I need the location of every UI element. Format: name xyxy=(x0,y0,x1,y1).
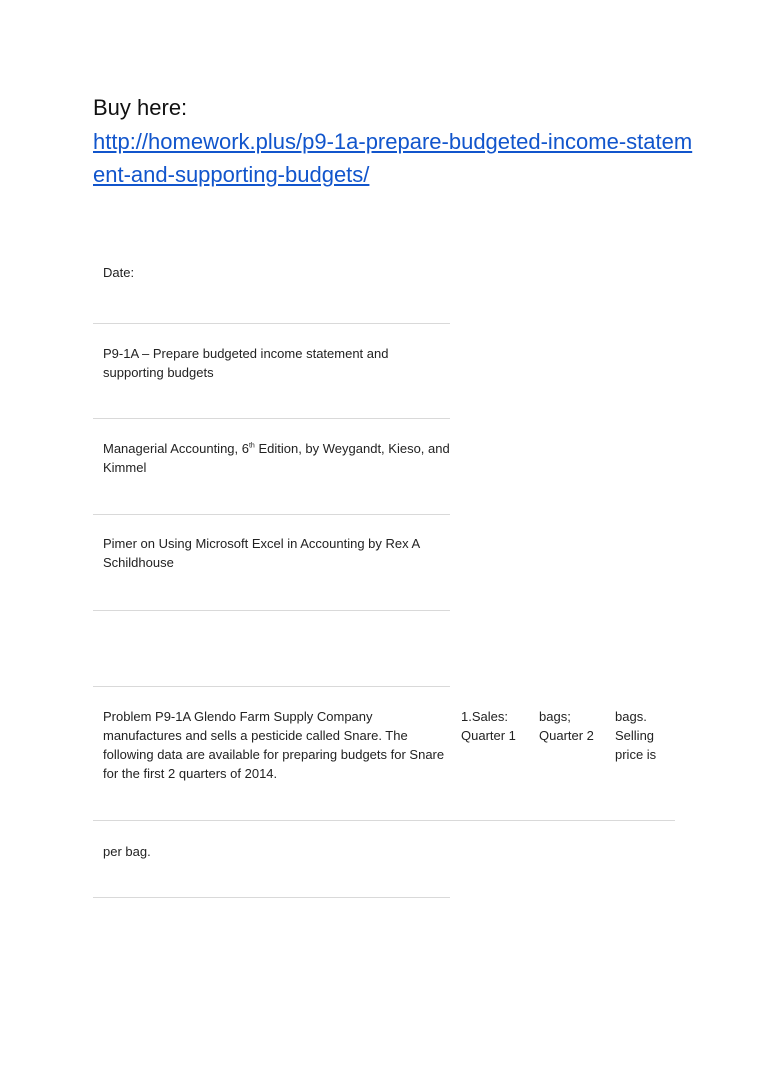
textbook-authors: Edition, by Weygandt, Kieso, and Kimmel xyxy=(103,441,450,475)
divider xyxy=(93,820,675,821)
textbook-title: Managerial Accounting, 6 xyxy=(103,441,249,456)
per-bag-text: per bag. xyxy=(103,844,151,859)
divider xyxy=(93,686,450,687)
divider xyxy=(93,418,450,419)
buy-here-label: Buy here: xyxy=(93,95,188,120)
divider xyxy=(93,610,450,611)
divider xyxy=(93,514,450,515)
edition-superscript: th xyxy=(248,442,255,450)
primer-reference: Pimer on Using Microsoft Excel in Accounting by Rex A Schildhouse xyxy=(103,536,420,570)
sales-quarter-1-cell: 1.Sales: Quarter 1 xyxy=(461,709,516,743)
date-label: Date: xyxy=(103,265,135,280)
selling-price-cell: bags. Selling price is xyxy=(615,709,657,762)
purchase-link[interactable]: http://homework.plus/p9-1a-prepare-budgeted-income-statement-and-supporting-budgets/ xyxy=(93,129,693,187)
divider xyxy=(93,897,450,898)
divider xyxy=(93,323,450,324)
assignment-title: P9-1A – Prepare budgeted income statement and supporting budgets xyxy=(103,346,389,380)
textbook-reference xyxy=(93,439,450,477)
sales-quarter-2-cell: bags; Quarter 2 xyxy=(539,709,594,743)
problem-description: Problem P9-1A Glendo Farm Supply Company manufactures and sells a pesticide called Snare. The following data are available for preparing budgets for Snare for the first 2 quarters of 2014. xyxy=(103,709,445,781)
